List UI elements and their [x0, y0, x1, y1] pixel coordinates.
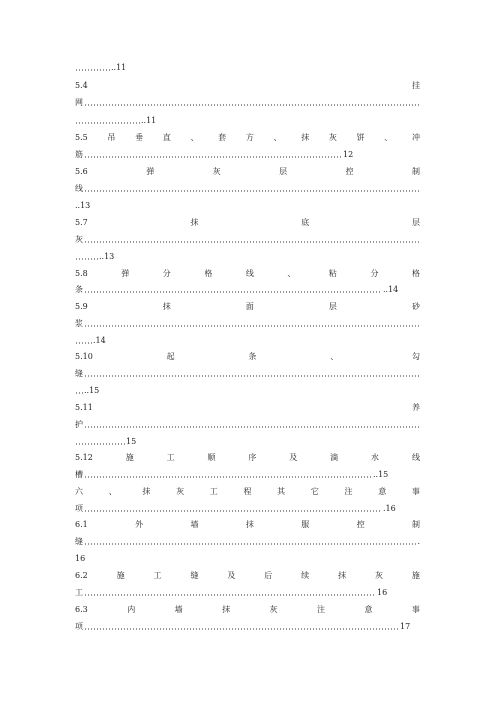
dot-leader [84, 318, 419, 330]
toc-entry-char: 格 [411, 269, 420, 278]
toc-entry-char: 分 [370, 269, 379, 278]
toc-entry-char: 服 [301, 520, 310, 529]
toc-continuation-line [75, 200, 420, 212]
toc-entry-number: 6.1 [75, 520, 88, 529]
toc-continuation-line [75, 553, 420, 565]
toc-entry-char: 砂 [411, 302, 420, 311]
toc-entry-5-10[interactable] [75, 351, 420, 363]
toc-page-number: ..11 [111, 63, 127, 72]
toc-entry-char: 控 [345, 167, 354, 176]
toc-entry-char: 制 [412, 167, 420, 176]
toc-entry-tail: . [417, 537, 420, 546]
toc-entry-char: 墙 [190, 520, 199, 529]
toc-entry-5-6-cont[interactable] [75, 183, 420, 195]
toc-entry-5-10-cont[interactable] [75, 368, 420, 380]
toc-entry-6-2-cont[interactable] [75, 587, 420, 599]
toc-page-number: ..13 [99, 252, 115, 261]
toc-entry-6-3-cont[interactable] [75, 621, 420, 633]
toc-entry-char: 续 [301, 571, 310, 580]
toc-entry-char: 注 [344, 487, 353, 496]
toc-entry-number: 5.7 [75, 218, 88, 227]
dot-leader [84, 183, 419, 195]
toc-entry-char: 起 [166, 352, 175, 361]
toc-entry-char: 垂 [135, 133, 144, 142]
toc-entry-char: 工 [75, 588, 83, 597]
toc-entry-5-7-cont[interactable] [75, 234, 420, 246]
toc-entry-5-5-cont[interactable] [75, 149, 420, 161]
toc-entry-char: 、 [190, 133, 199, 142]
toc-entry-char: 程 [243, 487, 252, 496]
toc-entry-char: 套 [218, 133, 227, 142]
toc-entry-char: 项 [75, 504, 83, 513]
toc-entry-number: 6.2 [75, 571, 88, 580]
dot-leader [75, 436, 126, 448]
toc-entry-char: 网 [75, 98, 83, 107]
toc-entry-char: 工 [166, 453, 175, 462]
toc-entry-number: 5.8 [75, 269, 88, 278]
toc-page-number: ..11 [141, 116, 157, 125]
toc-entry-5-6[interactable] [75, 166, 420, 178]
toc-continuation-line [75, 62, 420, 74]
toc-entry-char: 灰 [328, 133, 337, 142]
toc-page-number: ..15 [373, 470, 389, 479]
dot-leader [84, 587, 376, 599]
toc-entry-char: 墙 [174, 605, 183, 614]
toc-continuation-line [75, 385, 420, 397]
toc-entry-number: 6.3 [75, 605, 88, 614]
toc-page-number: ..15 [84, 386, 100, 395]
toc-entry-number: 5.11 [75, 403, 93, 412]
dot-leader [75, 115, 141, 127]
toc-entry-char: 抹 [162, 302, 171, 311]
toc-entry-char: 施 [411, 571, 420, 580]
toc-entry-char: 面 [245, 302, 254, 311]
toc-entry-6-1[interactable] [75, 519, 420, 531]
dot-leader [84, 368, 419, 380]
toc-entry-char: 施 [125, 453, 134, 462]
dot-leader [75, 62, 111, 74]
toc-entry-char: 条 [248, 352, 257, 361]
dot-leader [84, 419, 419, 431]
toc-entry-5-9[interactable] [75, 301, 420, 313]
toc-entry-char: 层 [279, 167, 288, 176]
toc-entry-char: 外 [135, 520, 144, 529]
toc-entry-char: 抹 [338, 571, 347, 580]
dot-leader [75, 251, 99, 263]
toc-entry-char: 、 [330, 352, 339, 361]
toc-entry-char: 抹 [142, 487, 151, 496]
toc-entry-6-2[interactable] [75, 570, 420, 582]
toc-page-number: 16 [75, 554, 86, 563]
toc-page-number: ..13 [75, 201, 91, 210]
toc-entry-char: 条 [75, 285, 83, 294]
toc-entry-5-11[interactable] [75, 402, 420, 414]
toc-entry-char: 意 [378, 487, 387, 496]
toc-entry-char: 滴 [330, 453, 339, 462]
toc-entry-char: 挂 [412, 81, 420, 90]
toc-entry-5-4-cont[interactable] [75, 97, 420, 109]
toc-entry-number: 5.5 [75, 133, 88, 142]
toc-entry-char: 抹 [222, 605, 231, 614]
toc-entry-char: 线 [245, 269, 254, 278]
toc-entry-char: 其 [277, 487, 286, 496]
toc-page-number: .14 [93, 336, 106, 345]
toc-entry-number: 5.4 [75, 81, 88, 90]
dot-leader [84, 503, 382, 515]
toc-entry-char: 内 [127, 605, 136, 614]
toc-continuation-line [75, 436, 420, 448]
toc-page-number: 17 [400, 622, 411, 631]
toc-entry-5-4[interactable] [75, 80, 420, 92]
toc-entry-5-11-cont[interactable] [75, 419, 420, 431]
toc-entry-char: 制 [411, 520, 420, 529]
toc-entry-5-8-cont[interactable] [75, 284, 420, 296]
toc-entry-5-8[interactable] [75, 268, 420, 280]
toc-entry-number: 5.10 [75, 352, 93, 361]
toc-entry-char: 勾 [412, 352, 420, 361]
toc-entry-char: 及 [289, 453, 298, 462]
toc-entry-char: 方 [245, 133, 254, 142]
dot-leader [84, 234, 419, 246]
toc-entry-char: 抹 [190, 218, 199, 227]
dot-leader [84, 469, 372, 481]
toc-entry-char: 粘 [328, 269, 337, 278]
toc-entry-char: 施 [116, 571, 125, 580]
toc-entry-5-12[interactable] [75, 452, 420, 464]
toc-entry-char: 灰 [374, 571, 383, 580]
toc-entry-char: 缝 [75, 369, 83, 378]
toc-page-number: 16 [377, 588, 388, 597]
toc-continuation-line [75, 115, 420, 127]
toc-entry-char: 缝 [75, 537, 83, 546]
toc-entry-char: 护 [75, 420, 83, 429]
toc-entry-char: 格 [204, 269, 213, 278]
toc-entry-char: 工 [209, 487, 218, 496]
toc-page-number: ..14 [383, 285, 399, 294]
toc-entry-char: 饼 [356, 133, 365, 142]
toc-entry-char: 水 [371, 453, 380, 462]
toc-page-number: 15 [126, 437, 137, 446]
dot-leader [75, 335, 93, 347]
toc-entry-char: 抹 [301, 133, 310, 142]
toc-entry-chapter-6-cont[interactable] [75, 503, 420, 515]
toc-entry-char: 、 [273, 133, 282, 142]
toc-entry-char: 缝 [190, 571, 199, 580]
toc-entry-char: 直 [162, 133, 171, 142]
toc-entry-char: 事 [411, 487, 420, 496]
dot-leader [84, 536, 416, 548]
toc-page-number: 12 [343, 150, 354, 159]
toc-entry-char: 养 [412, 403, 420, 412]
toc-entry-char: 弹 [121, 269, 130, 278]
toc-entry-number: 5.12 [75, 453, 93, 462]
toc-entry-char: 项 [75, 622, 83, 631]
toc-page-number: .16 [383, 504, 396, 513]
toc-entry-char: 灰 [75, 235, 83, 244]
toc-entry-char: 弹 [146, 167, 155, 176]
toc-continuation-line [75, 335, 420, 347]
toc-entry-char: 槽 [75, 470, 83, 479]
toc-entry-char: 层 [328, 302, 337, 311]
toc-entry-char: 事 [411, 605, 420, 614]
toc-entry-char: 灰 [269, 605, 278, 614]
toc-entry-char: 线 [411, 453, 420, 462]
dot-leader [75, 385, 84, 397]
toc-entry-number: 5.9 [75, 302, 88, 311]
toc-entry-char: 吊 [107, 133, 116, 142]
toc-continuation-line [75, 251, 420, 263]
toc-entry-char: 工 [153, 571, 162, 580]
toc-entry-char: 抹 [245, 520, 254, 529]
toc-entry-6-1-cont[interactable] [75, 536, 420, 548]
toc-entry-char: 控 [356, 520, 365, 529]
toc-entry-char: 分 [162, 269, 171, 278]
toc-entry-char: 线 [75, 184, 83, 193]
toc-entry-char: 灰 [176, 487, 185, 496]
dot-leader [84, 149, 342, 161]
toc-entry-number: 5.6 [75, 167, 88, 176]
toc-entry-5-9-cont[interactable] [75, 318, 420, 330]
toc-entry-char: 、 [287, 269, 296, 278]
toc-entry-char: 底 [301, 218, 310, 227]
toc-entry-char: 六 [75, 487, 83, 496]
toc-entry-char: 后 [264, 571, 273, 580]
dot-leader [84, 284, 382, 296]
toc-entry-char: 顺 [207, 453, 216, 462]
toc-entry-char: 灰 [212, 167, 221, 176]
toc-entry-5-12-cont[interactable] [75, 469, 420, 481]
toc-entry-char: 层 [411, 218, 420, 227]
toc-entry-char: 筋 [75, 150, 83, 159]
dot-leader [84, 97, 419, 109]
toc-entry-char: 注 [317, 605, 325, 614]
dot-leader [84, 621, 399, 633]
toc-entry-char: 冲 [411, 133, 420, 142]
toc-entry-5-5[interactable] [75, 132, 420, 144]
toc-entry-char: 意 [364, 605, 373, 614]
toc-entry-char: 及 [227, 571, 236, 580]
toc-entry-char: 、 [108, 487, 117, 496]
toc-entry-char: 浆 [75, 319, 83, 328]
toc-entry-5-7[interactable] [75, 217, 420, 229]
toc-entry-char: 它 [310, 487, 319, 496]
toc-entry-char: 序 [248, 453, 257, 462]
toc-entry-6-3[interactable] [75, 604, 420, 616]
toc-entry-char: 、 [384, 133, 393, 142]
toc-entry-chapter-6[interactable] [75, 486, 420, 498]
